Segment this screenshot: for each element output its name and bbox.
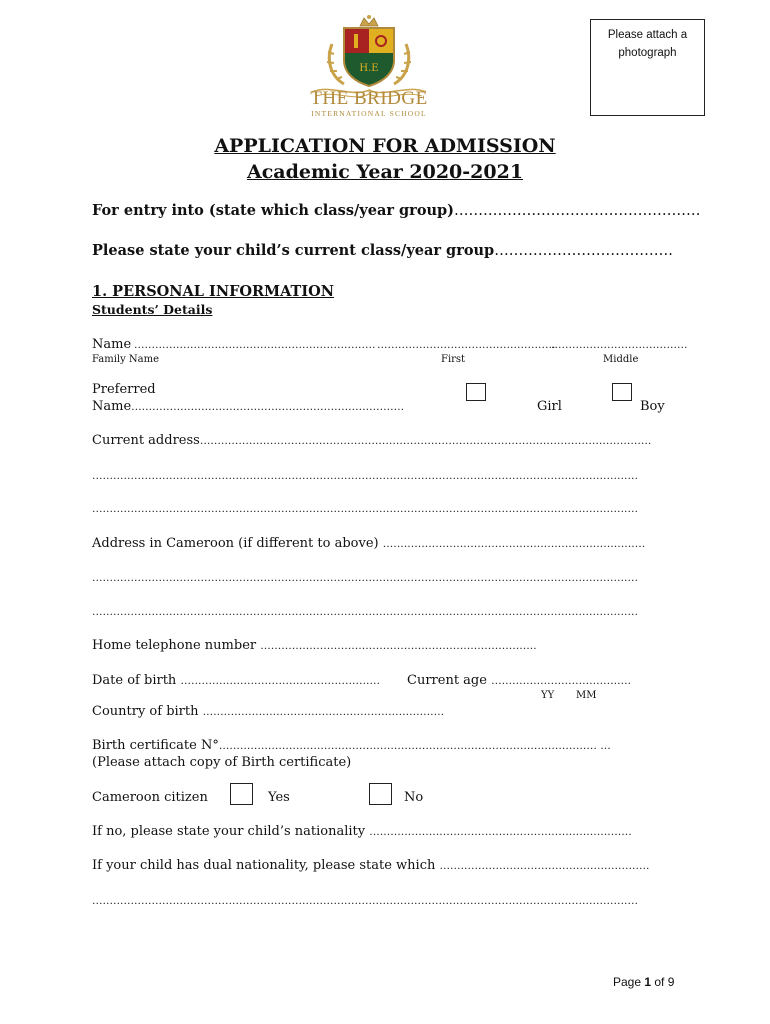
boy-label: Boy	[640, 399, 665, 414]
current-class-row[interactable]	[92, 242, 673, 259]
caption-mm: MM	[576, 690, 597, 701]
girl-checkbox[interactable]	[466, 383, 486, 401]
preferred-name-row	[92, 399, 404, 414]
entry-class-row[interactable]	[92, 202, 701, 219]
citizen-no-checkbox[interactable]	[369, 783, 392, 805]
entry-class-label: For entry into (state which class/year group)	[92, 202, 455, 219]
nationality-row	[92, 824, 632, 839]
current-address-line-2[interactable]: …………………………………………………………………………………………………………………………………………	[92, 470, 638, 482]
page-number	[613, 975, 674, 989]
nationality-label: If no, please state your child’s nationality	[92, 824, 366, 839]
citizen-no-label: No	[404, 790, 424, 805]
boy-checkbox[interactable]	[612, 383, 632, 401]
page-prefix: Page	[613, 975, 645, 989]
form-title: APPLICATION FOR ADMISSION	[214, 135, 556, 157]
cameroon-address-row	[92, 536, 645, 551]
caption-family-name: Family Name	[92, 354, 160, 365]
birth-cert-row	[92, 738, 611, 753]
section-personal-information: 1. PERSONAL INFORMATION	[92, 283, 335, 300]
total-pages: 9	[667, 975, 675, 989]
home-phone-field[interactable]: …………………………………………………………………….	[260, 640, 537, 652]
preferred-name-field[interactable]: ……………………………………………………………………	[131, 401, 405, 413]
citizen-label: Cameroon citizen	[92, 790, 208, 805]
home-phone-row	[92, 638, 537, 653]
birth-cert-label: Birth certificate N°	[92, 738, 219, 753]
current-class-field[interactable]: ……………………………….	[494, 243, 673, 259]
first-name-field[interactable]: ……………………………………………	[377, 339, 556, 351]
school-name: THE BRIDGE	[310, 88, 428, 109]
dual-nationality-line-2[interactable]: …………………………………………………………………………………………………………………………………………	[92, 895, 638, 907]
birth-cert-note: (Please attach copy of Birth certificate)	[92, 755, 352, 770]
girl-label: Girl	[537, 399, 562, 414]
entry-class-field[interactable]: ……………………………………………	[454, 203, 701, 219]
current-address-label: Current address	[92, 433, 200, 448]
preferred-name-label: Name	[92, 399, 132, 414]
current-address-line-3[interactable]: …………………………………………………………………………………………………………………………………………	[92, 503, 638, 515]
family-name-field[interactable]: ……………………………………………………………	[134, 339, 376, 351]
citizen-yes-label: Yes	[268, 790, 290, 805]
country-birth-label: Country of birth	[92, 704, 199, 719]
school-subtitle: INTERNATIONAL SCHOOL	[311, 109, 427, 118]
nationality-field[interactable]: …………………………………………………………………	[369, 826, 632, 838]
middle-name-field[interactable]: …………………………………	[551, 339, 688, 351]
dob-row	[92, 673, 380, 688]
cameroon-address-line-3[interactable]: …………………………………………………………………………………………………………………………………………	[92, 606, 638, 618]
cameroon-address-label: Address in Cameroon (if different to above)	[92, 536, 379, 551]
dual-nationality-field[interactable]: ……………………………………………………	[439, 860, 650, 872]
caption-yy: YY	[541, 690, 555, 701]
current-age-row	[407, 673, 631, 688]
current-page: 1	[644, 975, 652, 989]
citizen-yes-checkbox[interactable]	[230, 783, 253, 805]
cameroon-address-line-2[interactable]: …………………………………………………………………………………………………………………………………………	[92, 572, 638, 584]
birth-cert-field[interactable]: ……………………………………………………………………………………………… …	[218, 740, 611, 752]
dual-nationality-row	[92, 858, 650, 873]
current-class-label: Please state your child’s current class/year group	[92, 242, 495, 259]
cameroon-address-field[interactable]: …………………………………………………………………	[382, 538, 646, 550]
caption-middle: Middle	[603, 354, 639, 365]
caption-first: First	[441, 354, 466, 365]
dob-label: Date of birth	[92, 673, 177, 688]
current-address-field[interactable]: …………………………………………………………………………………………………………………	[199, 435, 652, 447]
current-address-row	[92, 433, 651, 448]
photo-box-line2: photograph	[618, 47, 677, 59]
name-label: Name	[92, 337, 132, 352]
dual-nationality-label: If your child has dual nationality, please state which	[92, 858, 436, 873]
dob-field[interactable]: …………………………………………………	[180, 675, 380, 687]
photo-box-line1: Please attach a	[607, 29, 688, 41]
photo-box[interactable]	[590, 19, 705, 116]
current-age-field[interactable]: ………………………………….	[491, 675, 631, 687]
home-phone-label: Home telephone number	[92, 638, 257, 653]
academic-year: Academic Year 2020-2021	[246, 161, 524, 183]
country-birth-row	[92, 704, 444, 719]
current-age-label: Current age	[407, 673, 487, 688]
logo-initials: H.E	[359, 63, 379, 74]
preferred-label: Preferred	[92, 382, 156, 397]
page-of: of	[651, 975, 668, 989]
students-details-heading: Students’ Details	[92, 302, 213, 317]
country-birth-field[interactable]: ……………………………………………………………	[202, 706, 445, 718]
